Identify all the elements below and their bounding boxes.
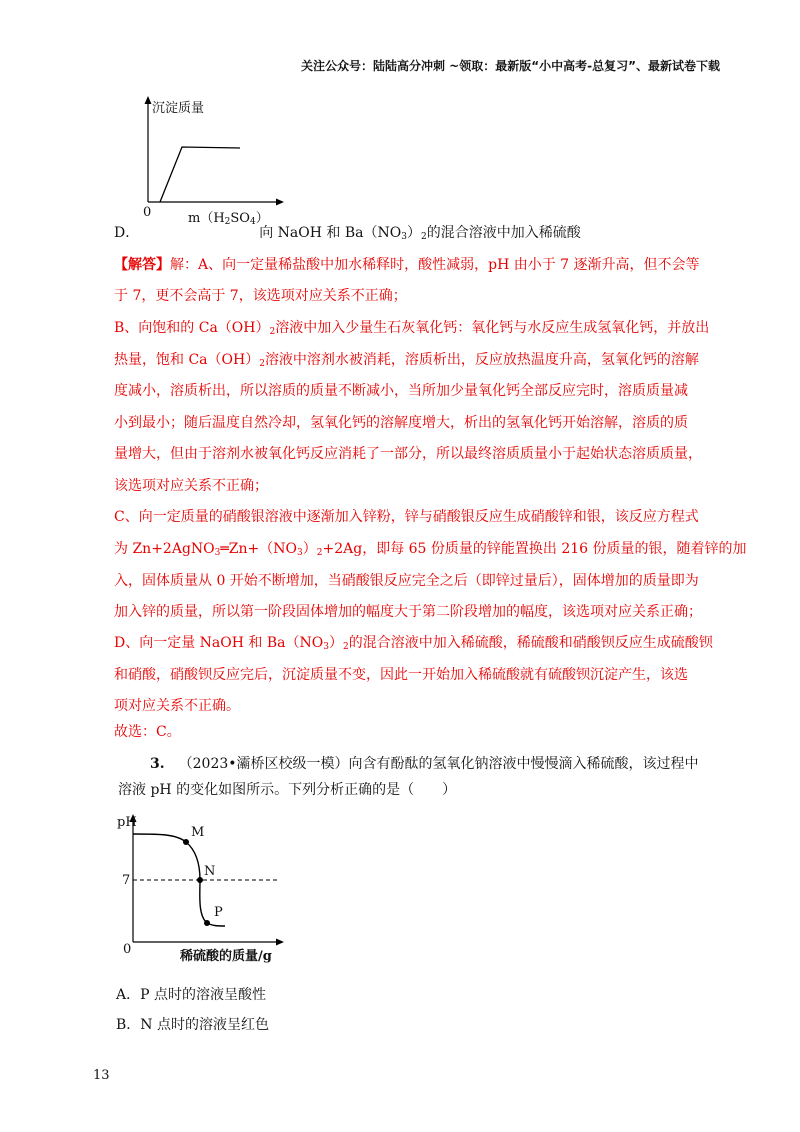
ph-graph xyxy=(110,808,310,968)
option-d: D． 向 NaOH 和 $Ba(NO_3)_2$的混合溶液中加入稀硫酸 xyxy=(114,225,581,242)
ph-y-label: pH xyxy=(117,815,137,830)
answer-b-line-6: 该选项对应关系不正确； xyxy=(114,478,268,494)
point-m xyxy=(183,839,189,845)
precipitate-y-label: 沉淀质量 xyxy=(152,101,205,116)
page-header: 关注公众号：陆陆高分冲刺 ~领取：最新版“小中高考-总复习”、最新试卷下载 xyxy=(301,59,720,73)
question-3-line-1: 3. （2023•灞桥区校级一模）向含有酚酞的氢氧化钠溶液中慢慢滴入稀硫酸，该过程中 xyxy=(150,756,699,772)
answer-c-line-1: C、向一定质量的硝酸银溶液中逐渐加入锌粉，锌与硝酸银反应生成硝酸锌和银，该反应方程式 xyxy=(114,509,699,525)
precipitate-origin: 0 xyxy=(143,205,152,220)
precipitate-graph xyxy=(120,92,290,212)
ph-x-label: 稀硫酸的质量/g xyxy=(180,949,272,964)
option-a: A．P 点时的溶液呈酸性 xyxy=(116,987,266,1003)
answer-c-line-2: 为 $Zn+2AgNO_3═Zn+(NO_3)_2+2Ag$，即每 65 份质量的锌能置换出 216 份质量的银，随着锌的加 xyxy=(114,541,747,558)
answer-b-line-1: B、向饱和的 $Ca(OH)_2$溶液中加入少量生石灰氧化钙：氧化钙与水反应生成氢氧化钙，并放出 xyxy=(114,320,710,337)
point-n xyxy=(197,877,203,883)
precipitate-x-label: $m(H_2SO_4)$ xyxy=(188,211,269,227)
answer-d-line-3: 项对应关系不正确。 xyxy=(114,698,240,714)
answer-d-line-1: D、向一定量 NaOH 和 $Ba(NO_3)_2$的混合溶液中加入稀硫酸，稀硫酸和硝酸钡反应生成硫酸钡 xyxy=(114,635,713,652)
answer-b-line-4: 小到最小；随后温度自然冷却，氢氧化钙的溶解度增大，析出的氢氧化钙开始溶解，溶质的质 xyxy=(114,415,688,431)
x-axis-arrow xyxy=(276,199,284,206)
point-p xyxy=(204,920,210,926)
answer-conclusion: 故选：C。 xyxy=(114,724,181,740)
label-n: N xyxy=(204,864,216,879)
label-p: P xyxy=(214,905,223,920)
answer-b-line-5: 量增大，但由于溶剂水被氧化钙反应消耗了一部分，所以最终溶质质量小于起始状态溶质质量， xyxy=(114,446,702,462)
answer-b-line-3: 度减小，溶质析出，所以溶质的质量不断减小，当所加少量氧化钙全部反应完时，溶质质量减 xyxy=(114,383,688,399)
page-number: 13 xyxy=(93,1068,110,1083)
option-b: B．N 点时的溶液呈红色 xyxy=(116,1017,269,1033)
question-3-line-2: 溶液 pH 的变化如图所示。下列分析正确的是（ ） xyxy=(118,782,457,798)
ph-x-axis-arrow xyxy=(276,939,284,946)
ph-origin: 0 xyxy=(123,942,132,957)
answer-d-line-2: 和硝酸，硝酸钡反应完后，沉淀质量不变，因此一开始加入稀硫酸就有硫酸钡沉淀产生，该选 xyxy=(114,667,688,683)
answer-c-line-3: 入，固体质量从 0 开始不断增加，当硝酸银反应完全之后（即锌过量后），固体增加的质量即为 xyxy=(114,573,699,589)
answer-b-line-2: 热量，饱和 $Ca(OH)_2$溶液中溶剂水被消耗，溶质析出，反应放热温度升高，氢氧化钙的溶解 xyxy=(114,352,699,369)
answer-c-line-4: 加入锌的质量，所以第一阶段固体增加的幅度大于第二阶段增加的幅度，该选项对应关系正确； xyxy=(114,604,702,620)
ph-7-tick: 7 xyxy=(122,873,131,888)
answer-line-2: 于 7，更不会高于 7，该选项对应关系不正确； xyxy=(114,288,407,304)
precipitate-curve xyxy=(160,147,240,202)
y-axis-arrow xyxy=(145,96,152,104)
label-m: M xyxy=(191,825,205,840)
answer-line-1: 【解答】解：A、向一定量稀盐酸中加水稀释时，酸性减弱，pH 由小于 7 逐渐升高，但不会等 xyxy=(114,257,700,273)
